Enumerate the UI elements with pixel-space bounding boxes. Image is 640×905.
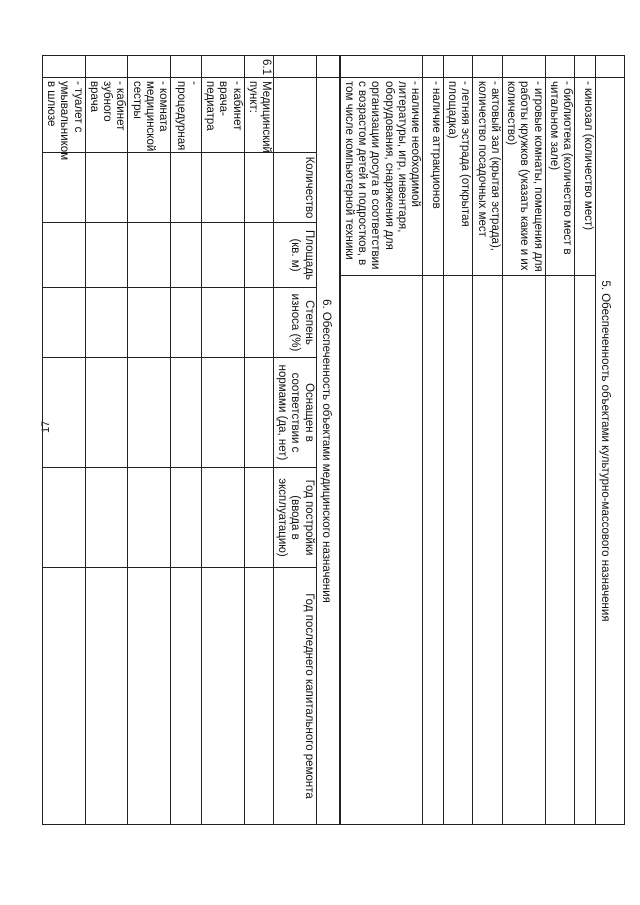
section6-table	[42, 55, 340, 825]
section5-num-cell	[596, 56, 625, 78]
section6-row-label: - туалет с умывальником в шлюзе	[43, 78, 86, 153]
col-header-quantity: Количество	[274, 153, 317, 223]
col-header-year-repair: Год последнего капитального ремонта	[274, 568, 317, 825]
section5-row-value	[423, 276, 444, 825]
section5-row-label: - актовый зал (крытая эстрада), количество посадочных мест	[473, 78, 502, 276]
section6-row-label: Медицинский пункт:	[244, 78, 273, 153]
section6-row-label: - кабинет врача-педиатра	[201, 78, 244, 153]
page-number: 17	[40, 420, 52, 433]
section5-row-label: - наличие аттракционов	[423, 78, 444, 276]
col-header-year-built: Год постройки (ввода в эксплуатацию)	[274, 468, 317, 568]
col-header-area: Площадь (кв. м)	[274, 223, 317, 288]
section5-row-value	[545, 276, 574, 825]
section5-row-value	[473, 276, 502, 825]
col-header-equipped: Оснащен в соответствии с нормами (да, нет)	[274, 358, 317, 468]
section6-row-num: 6.1	[244, 56, 273, 78]
section6-title: 6. Обеспеченность объектами медицинского назначения	[316, 78, 339, 825]
section6-row-label: - процедурная	[170, 78, 201, 153]
section5-row-label: - наличие необходимой литературы, игр, инвентаря, оборудования, снаряжения для организации досуга в соответствии с возрастом детей и подростков, в том числе компьютерной техники	[340, 78, 422, 276]
section6-row-label: - комната медицинской сестры	[128, 78, 171, 153]
section5-row-value	[575, 276, 596, 825]
section5-table	[340, 55, 625, 825]
section5-row-value	[340, 276, 422, 825]
section5-row-label: - игровые комнаты, помещения для работы кружков (указать какие и их количество)	[502, 78, 545, 276]
section5-row-label: - летняя эстрада (открытая площадка)	[444, 78, 473, 276]
col-header-wear: Степень износа (%)	[274, 288, 317, 358]
section5-title: 5. Обеспеченность объектами культурно-массового назначения	[596, 78, 625, 825]
section6-row-label: - кабинет зубного врача	[85, 78, 128, 153]
section5-row-label: - библиотека (количество мест в читальном зале)	[545, 78, 574, 276]
section5-row-value	[444, 276, 473, 825]
section5-row-value	[502, 276, 545, 825]
section5-row-label: - кинозал (количество мест)	[575, 78, 596, 276]
